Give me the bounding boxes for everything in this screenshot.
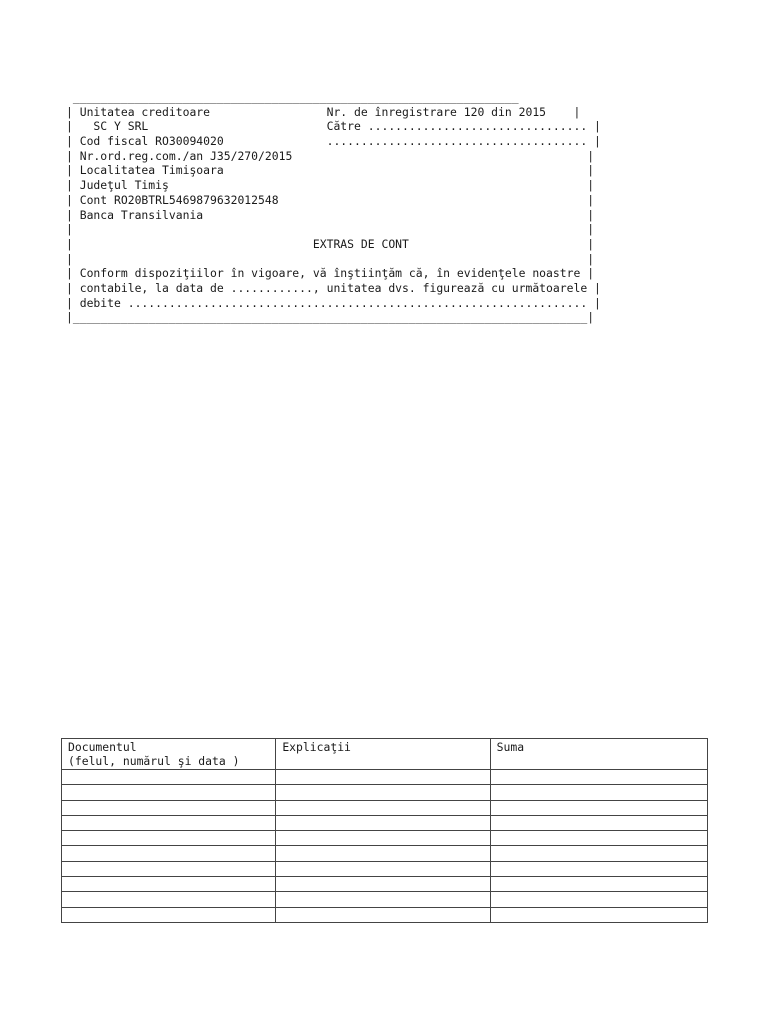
- amount-cell[interactable]: [490, 785, 707, 800]
- creditor-unit-line: | Unitatea creditoare Nr. de înregistrare 120 din 2015 |: [66, 104, 581, 119]
- explanation-cell[interactable]: [276, 800, 490, 815]
- amount-cell[interactable]: [490, 800, 707, 815]
- table-row: [62, 846, 708, 861]
- notice-text-line-2: | contabile, la data de ............, unitatea dvs. figurează cu următoarele |: [66, 280, 601, 295]
- trade-register-line: | Nr.ord.reg.com./an J35/270/2015 |: [66, 148, 595, 163]
- document-cell[interactable]: [62, 892, 276, 907]
- document-header-subtitle: (felul, numărul şi data ): [68, 754, 240, 768]
- fiscal-code-line: | Cod fiscal RO30094020 ...................................... |: [66, 134, 601, 149]
- explanation-cell[interactable]: [276, 770, 490, 785]
- table-header-row: [62, 739, 708, 770]
- amount-cell[interactable]: [490, 877, 707, 892]
- company-name-line: | SC Y SRL Către ................................ |: [66, 119, 601, 134]
- bank-name-line: | Banca Transilvania |: [66, 207, 595, 222]
- explanation-cell[interactable]: [276, 907, 490, 922]
- explanation-cell[interactable]: [276, 785, 490, 800]
- table-row: [62, 861, 708, 876]
- column-header-amount: Suma: [490, 739, 707, 770]
- box-top-border: _________________________________________________________________: [66, 90, 519, 104]
- notice-text-line-3: | debite ................................................................... |: [66, 295, 601, 310]
- table-row: [62, 831, 708, 846]
- statement-title: | EXTRAS DE CONT |: [66, 236, 595, 251]
- blank-line: | |: [66, 251, 595, 266]
- bank-account-line: | Cont RO20BTRL5469879632012548 |: [66, 192, 595, 207]
- box-bottom-border: |___________________________________________________________________________|: [66, 310, 595, 325]
- amount-cell[interactable]: [490, 861, 707, 876]
- explanation-cell[interactable]: [276, 831, 490, 846]
- table-row: [62, 892, 708, 907]
- blank-line: | |: [66, 222, 595, 237]
- amount-cell[interactable]: [490, 892, 707, 907]
- account-statement-box: [66, 90, 601, 325]
- explanation-cell[interactable]: [276, 846, 490, 861]
- table-row: [62, 877, 708, 892]
- amount-cell[interactable]: [490, 770, 707, 785]
- debts-table: [61, 738, 708, 923]
- table-row: [62, 785, 708, 800]
- document-cell[interactable]: [62, 877, 276, 892]
- document-cell[interactable]: [62, 770, 276, 785]
- document-cell[interactable]: [62, 831, 276, 846]
- explanation-cell[interactable]: [276, 892, 490, 907]
- county-line: | Judeţul Timiş |: [66, 178, 595, 193]
- document-cell[interactable]: [62, 907, 276, 922]
- column-header-explanations: Explicaţii: [276, 739, 490, 770]
- amount-cell[interactable]: [490, 831, 707, 846]
- document-header-title: Documentul: [68, 740, 137, 754]
- document-cell[interactable]: [62, 846, 276, 861]
- amount-cell[interactable]: [490, 907, 707, 922]
- document-cell[interactable]: [62, 815, 276, 830]
- table-row: [62, 907, 708, 922]
- amount-cell[interactable]: [490, 815, 707, 830]
- amount-cell[interactable]: [490, 846, 707, 861]
- table-row: [62, 800, 708, 815]
- document-cell[interactable]: [62, 785, 276, 800]
- locality-line: | Localitatea Timişoara |: [66, 163, 595, 178]
- explanation-cell[interactable]: [276, 861, 490, 876]
- explanation-cell[interactable]: [276, 815, 490, 830]
- column-header-document: [62, 739, 276, 770]
- document-cell[interactable]: [62, 861, 276, 876]
- document-cell[interactable]: [62, 800, 276, 815]
- table-row: [62, 770, 708, 785]
- explanation-cell[interactable]: [276, 877, 490, 892]
- table-row: [62, 815, 708, 830]
- notice-text-line-1: | Conform dispoziţiilor în vigoare, vă înştiinţăm că, în evidenţele noastre |: [66, 266, 595, 281]
